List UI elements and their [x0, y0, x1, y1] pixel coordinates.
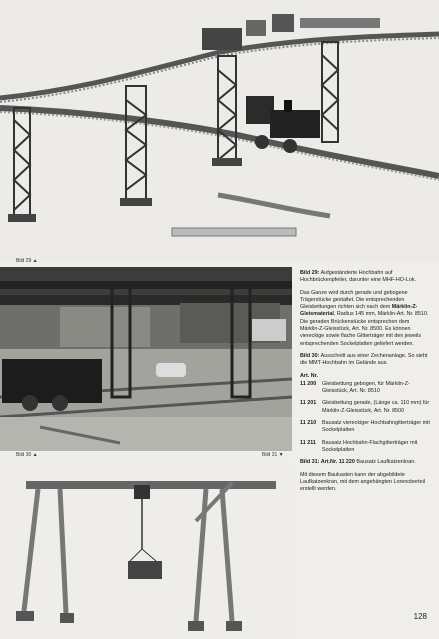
article-number: 11 200 [300, 380, 317, 387]
gleis-pre: Das Ganze wird durch gerade und gebogene Trägerstücke gestaltet. Die entsprechenden Gleisbettungen richten sich nach dem [300, 289, 408, 311]
list-item [300, 400, 430, 415]
list-item [300, 420, 430, 435]
article-description: Bausatz viereckiger Hochbahngitterträger mit Sockelplatten [322, 420, 430, 434]
art-nr-header [300, 373, 430, 380]
body-bild-30: Ausschnitt aus einer Zechenanlage. So sieht die MMT-Hochbahn im Gelände aus. [300, 352, 428, 367]
list-item [300, 440, 430, 455]
gleis-post: , Radius 145 mm, Märklin-Art. Nr. 8510. Die geraden Brückenstücke entsprechen dem Märklin-Z-Gleisstück, Art. Nr. 8500. Es können viereckige sowie flache Gitterträger mit den jeweils entsprechenden Sockelplatten geliefert werden. [300, 311, 429, 347]
paragraph-bild-31 [300, 459, 430, 466]
page-number: 128 [413, 612, 427, 621]
label-bild-31: Bild 31: Art.Nr. 11 220 [300, 459, 355, 466]
article-number: 11 211 [300, 439, 316, 446]
gleis-bold: Märklin-Z-Gleismaterial [300, 304, 418, 318]
caption-bild-31: Bild 31 ▼ [262, 452, 284, 458]
photo-bild-29 [0, 0, 439, 262]
paragraph-gleisbettungen [300, 290, 430, 348]
article-number: 11 201 [300, 400, 317, 407]
caption-bild-30: Bild 30 ▲ [16, 452, 38, 458]
article-number: 11 210 [300, 420, 317, 427]
article-description: Bausatz Hochbahn-Flachgitterträger mit Sockelplatten [322, 439, 418, 453]
article-description: Gleisbettung gebogen, für Märklin-Z-Gleisstück, Art. Nr. 8510 [322, 380, 410, 395]
article-description: Gleisbettung gerade, (Länge ca. 110 mm) für Märklin-Z-Gleisstück, Art. Nr. 8500 [322, 400, 430, 414]
body-bild-31: Bausatz Laufkatzenkran. [354, 459, 416, 466]
art-nr-label: Art. Nr. [300, 372, 318, 379]
label-bild-30: Bild 30: [300, 352, 320, 359]
photo-bild-31 [0, 461, 292, 639]
paragraph-baukasten: Mit diesem Baukasten kann der abgebildete Laufkatzenkran, mit dem angehängten Lorenoberteil erstellt werden. [300, 471, 425, 493]
paragraph-bild-30 [300, 353, 430, 368]
body-bild-29: Aufgeständerte Hochbahn auf Hochbrückenpfeiler, darunter eine MHF-HO-Lok. [300, 270, 416, 284]
caption-bild-29: Bild 29 ▲ [16, 258, 38, 264]
label-bild-29: Bild 29: [300, 270, 320, 276]
photo-bild-30 [0, 267, 292, 451]
paragraph-bild-29 [300, 270, 430, 285]
list-item [300, 381, 430, 396]
text-column [300, 270, 430, 498]
